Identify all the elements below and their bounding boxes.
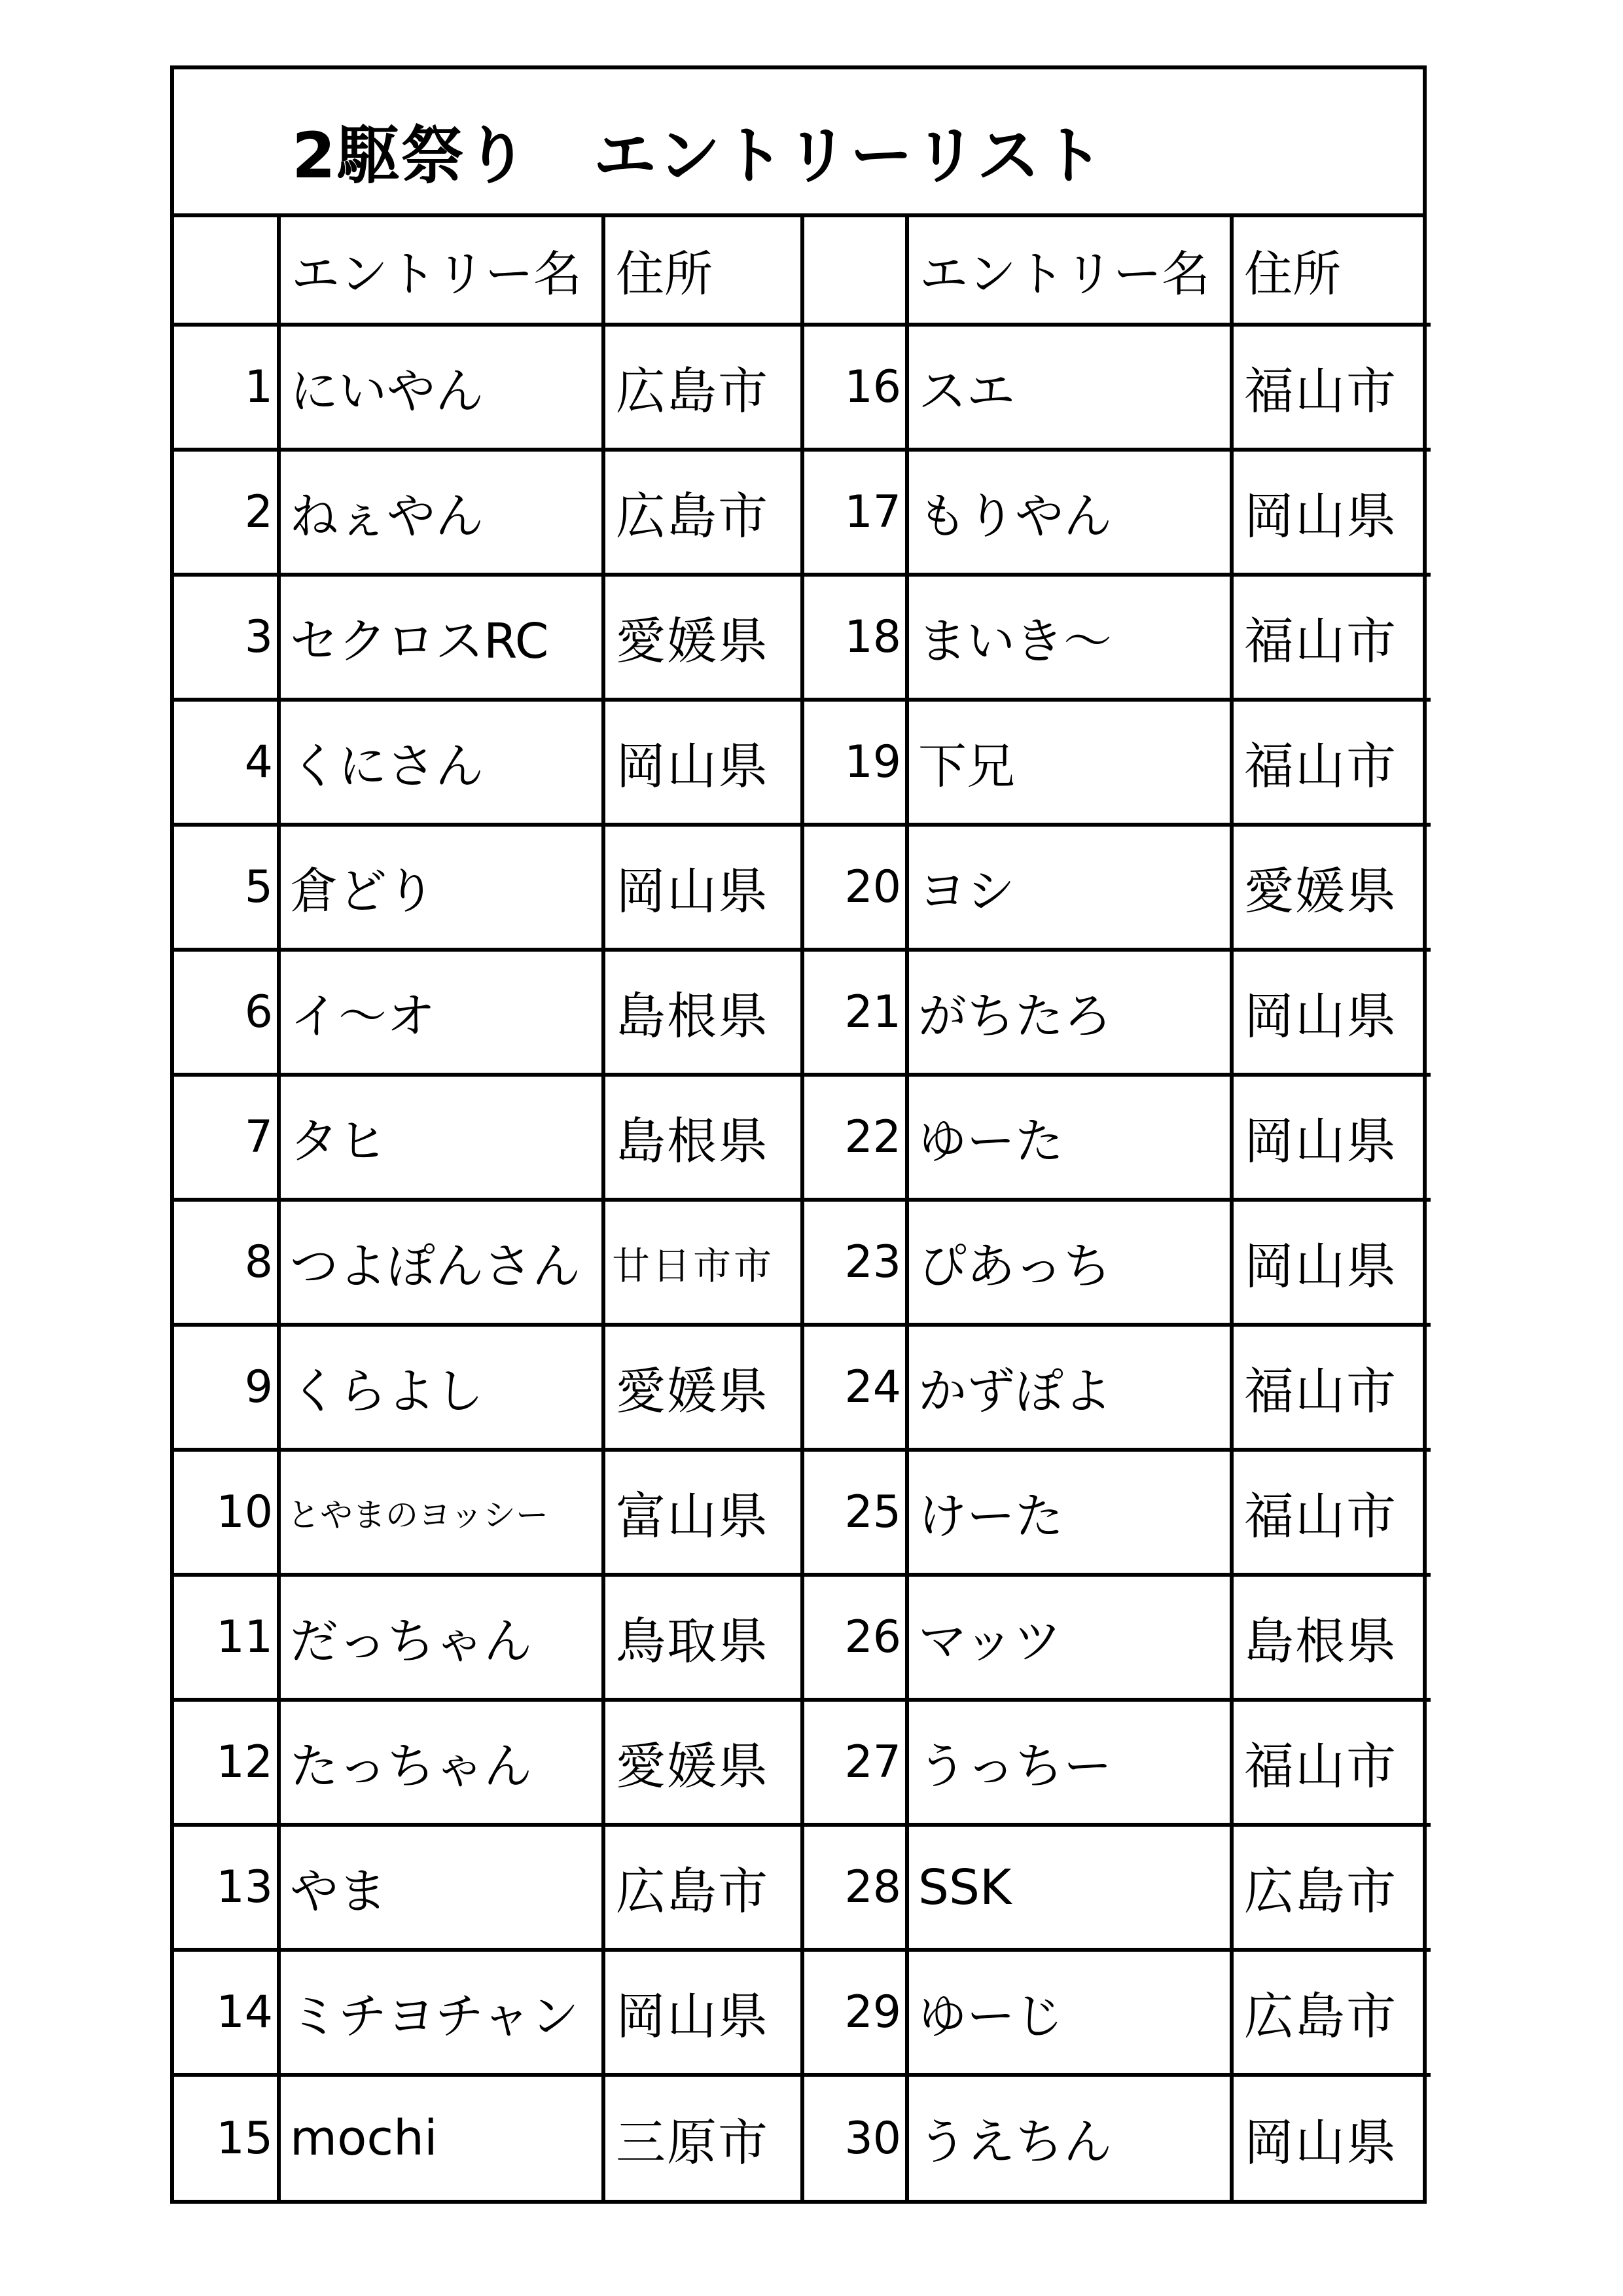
entry-table: [174, 217, 1431, 2200]
entry-address: 広島市: [1232, 1950, 1431, 2075]
header-entry-name-left: エントリー名: [279, 217, 603, 325]
entry-address: 愛媛県: [1232, 825, 1431, 950]
table-row: [174, 700, 1431, 825]
entry-number: 1: [174, 325, 279, 450]
entry-name: 下兄: [907, 700, 1232, 825]
table-row: [174, 1950, 1431, 2075]
entry-name: ヨシ: [907, 825, 1232, 950]
entry-number: 5: [174, 825, 279, 950]
entry-number: 23: [802, 1200, 907, 1325]
entry-address: 岡山県: [1232, 950, 1431, 1075]
entry-name: ゆーた: [907, 1075, 1232, 1200]
entry-name: けーた: [907, 1450, 1232, 1575]
entry-number: 19: [802, 700, 907, 825]
entry-address: 岡山県: [603, 1950, 802, 2075]
table-row: [174, 1325, 1431, 1450]
entry-name: もりやん: [907, 450, 1232, 575]
entry-name: にいやん: [279, 325, 603, 450]
entry-number: 18: [802, 575, 907, 700]
entry-name: ねぇやん: [279, 450, 603, 575]
entry-address: 三原市: [603, 2075, 802, 2200]
entry-address: 福山市: [1232, 575, 1431, 700]
entry-number: 21: [802, 950, 907, 1075]
entry-number: 16: [802, 325, 907, 450]
entry-address: 福山市: [1232, 1325, 1431, 1450]
entry-number: 12: [174, 1700, 279, 1825]
entry-address: 廿日市市: [603, 1200, 802, 1325]
entry-name: たっちゃん: [279, 1700, 603, 1825]
table-row: [174, 325, 1431, 450]
entry-number: 8: [174, 1200, 279, 1325]
entry-address: 福山市: [1232, 325, 1431, 450]
title-row: [174, 69, 1423, 217]
header-entry-name-right: エントリー名: [907, 217, 1232, 325]
entry-address: 岡山県: [603, 825, 802, 950]
table-row: [174, 1825, 1431, 1950]
entry-address: 富山県: [603, 1450, 802, 1575]
entry-number: 25: [802, 1450, 907, 1575]
entry-name: ゆーじ: [907, 1950, 1232, 2075]
entry-name: やま: [279, 1825, 603, 1950]
entry-number: 13: [174, 1825, 279, 1950]
header-number-right: [802, 217, 907, 325]
entry-name: かずぽよ: [907, 1325, 1232, 1450]
entry-name: スエ: [907, 325, 1232, 450]
entry-address: 岡山県: [1232, 1200, 1431, 1325]
entry-number: 24: [802, 1325, 907, 1450]
entry-name: がちたろ: [907, 950, 1232, 1075]
entry-address: 岡山県: [1232, 2075, 1431, 2200]
entry-name: イ～オ: [279, 950, 603, 1075]
entry-number: 9: [174, 1325, 279, 1450]
entry-name: うっちー: [907, 1700, 1232, 1825]
entry-address: 岡山県: [1232, 1075, 1431, 1200]
entry-number: 29: [802, 1950, 907, 2075]
entry-address: 愛媛県: [603, 1325, 802, 1450]
entry-name: タヒ: [279, 1075, 603, 1200]
entry-number: 7: [174, 1075, 279, 1200]
entry-number: 2: [174, 450, 279, 575]
entry-table-body: [174, 217, 1431, 2200]
entry-address: 福山市: [1232, 1700, 1431, 1825]
table-row: [174, 2075, 1431, 2200]
entry-name: 倉どり: [279, 825, 603, 950]
entry-address: 広島市: [603, 325, 802, 450]
entry-number: 26: [802, 1575, 907, 1700]
table-row: [174, 1200, 1431, 1325]
table-row: [174, 1700, 1431, 1825]
table-row: [174, 1450, 1431, 1575]
entry-address: 広島市: [1232, 1825, 1431, 1950]
entry-name: ぴあっち: [907, 1200, 1232, 1325]
entry-address: 島根県: [603, 950, 802, 1075]
entry-number: 28: [802, 1825, 907, 1950]
entry-name: くらよし: [279, 1325, 603, 1450]
entry-name: くにさん: [279, 700, 603, 825]
entry-address: 愛媛県: [603, 575, 802, 700]
entry-number: 10: [174, 1450, 279, 1575]
entry-list-sheet: [170, 65, 1427, 2204]
entry-name: mochi: [279, 2075, 603, 2200]
entry-name: SSK: [907, 1825, 1232, 1950]
entry-name: まいき～: [907, 575, 1232, 700]
entry-address: 岡山県: [603, 700, 802, 825]
entry-address: 島根県: [1232, 1575, 1431, 1700]
entry-name: とやまのヨッシー: [279, 1450, 603, 1575]
entry-number: 17: [802, 450, 907, 575]
entry-address: 広島市: [603, 450, 802, 575]
page-title: 2駆祭り エントリーリスト: [292, 119, 1105, 192]
entry-name: マッツ: [907, 1575, 1232, 1700]
entry-number: 27: [802, 1700, 907, 1825]
entry-number: 11: [174, 1575, 279, 1700]
entry-address: 鳥取県: [603, 1575, 802, 1700]
entry-name: うえちん: [907, 2075, 1232, 2200]
entry-address: 島根県: [603, 1075, 802, 1200]
entry-number: 20: [802, 825, 907, 950]
entry-number: 15: [174, 2075, 279, 2200]
entry-number: 22: [802, 1075, 907, 1200]
entry-address: 岡山県: [1232, 450, 1431, 575]
table-row: [174, 825, 1431, 950]
table-row: [174, 950, 1431, 1075]
table-row: [174, 575, 1431, 700]
entry-number: 14: [174, 1950, 279, 2075]
entry-name: つよぽんさん: [279, 1200, 603, 1325]
header-row: [174, 217, 1431, 325]
entry-number: 6: [174, 950, 279, 1075]
entry-address: 広島市: [603, 1825, 802, 1950]
entry-name: ミチヨチャン: [279, 1950, 603, 2075]
header-address-right: 住所: [1232, 217, 1431, 325]
entry-name: だっちゃん: [279, 1575, 603, 1700]
table-row: [174, 1075, 1431, 1200]
entry-address: 福山市: [1232, 700, 1431, 825]
table-row: [174, 1575, 1431, 1700]
entry-number: 3: [174, 575, 279, 700]
entry-address: 福山市: [1232, 1450, 1431, 1575]
header-number-left: [174, 217, 279, 325]
entry-number: 4: [174, 700, 279, 825]
entry-number: 30: [802, 2075, 907, 2200]
entry-address: 愛媛県: [603, 1700, 802, 1825]
entry-name: セクロスRC: [279, 575, 603, 700]
header-address-left: 住所: [603, 217, 802, 325]
table-row: [174, 450, 1431, 575]
